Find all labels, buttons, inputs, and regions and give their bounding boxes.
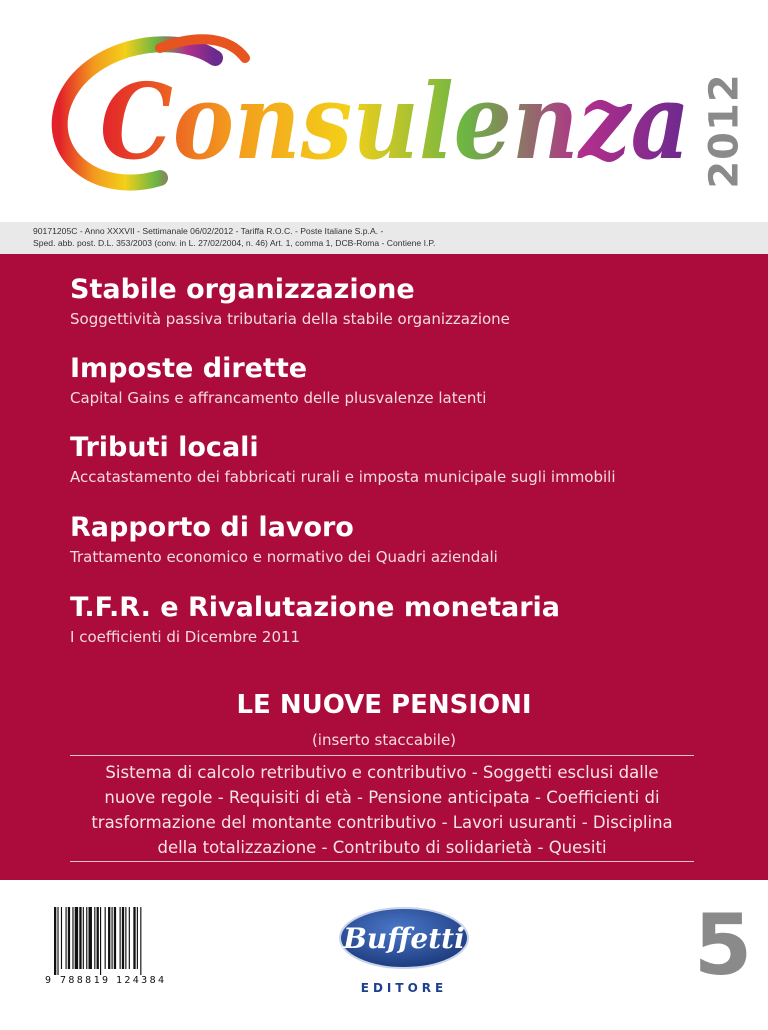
barcode-bar <box>100 907 101 975</box>
topic-title: Rapporto di lavoro <box>70 512 354 543</box>
barcode-bar <box>120 907 121 969</box>
topic-block <box>70 431 616 487</box>
topic-title: Tributi locali <box>70 432 259 463</box>
postal-line: 90171205C - Anno XXXVII - Settimanale 06/02/2012 - Tariffa R.O.C. - Poste Italiane S.p.A. - <box>33 226 384 236</box>
barcode-bar <box>61 907 62 969</box>
publisher-label: EDITORE <box>360 981 448 995</box>
insert-subtitle: (inserto staccabile) <box>311 731 457 749</box>
barcode-bar <box>57 907 58 975</box>
insert-line: nuove regole - Requisiti di età - Pensione anticipata - Coefficienti di <box>104 788 660 807</box>
barcode-bar <box>75 907 78 969</box>
issue-number: 5 <box>693 896 753 994</box>
insert-line: Sistema di calcolo retributivo e contributivo - Soggetti esclusi dalle <box>105 763 659 782</box>
topic-subtitle: Accatastamento dei fabbricati rurali e imposta municipale sugli immobili <box>70 468 616 486</box>
barcode-bar <box>54 907 56 975</box>
barcode-bar <box>140 907 141 975</box>
topic-block <box>70 273 510 329</box>
topic-title: Stabile organizzazione <box>70 274 415 305</box>
topic-block <box>70 511 498 567</box>
topic-subtitle: Soggettività passiva tributaria della stabile organizzazione <box>70 310 510 328</box>
divider <box>70 755 694 756</box>
topic-subtitle: Trattamento economico e normativo dei Quadri aziendali <box>70 548 498 566</box>
masthead <box>0 0 768 222</box>
insert-contents <box>70 760 694 860</box>
barcode-bar <box>72 907 73 969</box>
barcode-bar <box>97 907 99 969</box>
barcode-bar <box>125 907 126 969</box>
divider <box>70 861 694 862</box>
barcode-bar <box>79 907 81 969</box>
barcode-bar <box>122 907 124 969</box>
barcode-bar <box>129 907 130 969</box>
insert-line: trasformazione del montante contributivo - Lavori usuranti - Disciplina <box>91 813 673 832</box>
barcode-digits: 124384 <box>116 975 164 985</box>
postal-line: Sped. abb. post. D.L. 353/2003 (conv. in L. 27/02/2004, n. 46) Art. 1, comma 1, DCB-Roma - Contiene I.P. <box>33 238 436 248</box>
barcode-bar <box>86 907 87 969</box>
postal-info <box>0 222 768 254</box>
barcode-bar <box>112 907 113 969</box>
barcode <box>42 907 174 985</box>
topic-block <box>70 591 560 647</box>
publisher-wordmark: Buffetti <box>343 922 465 955</box>
barcode-bar <box>94 907 95 969</box>
barcode-bar <box>108 907 110 969</box>
barcode-bar <box>105 907 106 969</box>
barcode-bar <box>114 907 116 969</box>
topic-title: Imposte dirette <box>70 353 308 384</box>
insert-title: LE NUOVE PENSIONI <box>236 690 532 720</box>
barcode-digit: 9 <box>45 975 52 985</box>
topic-title: T.F.R. e Rivalutazione monetaria <box>70 592 561 623</box>
barcode-bar <box>68 907 70 969</box>
barcode-bar <box>137 907 138 969</box>
consulenza-logo <box>40 18 700 208</box>
topic-subtitle: I coefficienti di Dicembre 2011 <box>70 628 301 646</box>
year-label: 2012 <box>702 73 749 189</box>
barcode-bar <box>83 907 84 969</box>
insert-line: della totalizzazione - Contributo di solidarietà - Quesiti <box>157 838 607 857</box>
barcode-digits: 788819 <box>60 975 108 985</box>
barcode-bar <box>89 907 92 969</box>
barcode-bar <box>66 907 67 969</box>
topic-subtitle: Capital Gains e affrancamento delle plusvalenze latenti <box>70 389 487 407</box>
logo-wordmark: Consulenza <box>100 60 690 183</box>
barcode-bar <box>133 907 135 969</box>
topic-block <box>70 352 486 408</box>
